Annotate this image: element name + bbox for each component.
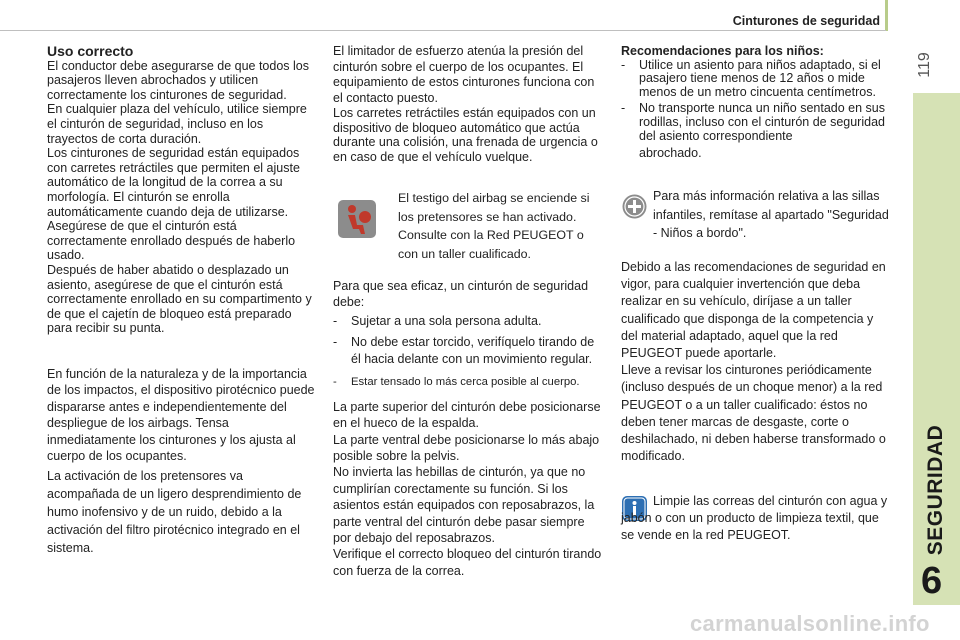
paragraph: La activación de los pretensores va acompañada de un ligero desprendimiento de humo inofensivo y de un ruido, debido a la activación del filtro pirotécnico integrado en el sistema. [47, 469, 302, 555]
info-note [621, 493, 893, 543]
paragraph: Para que sea eficaz, un cinturón de seguridad debe: [333, 279, 589, 310]
paragraph: En función de la naturaleza y de la importancia de los impactos, el dispositivo pirotécnico puede dispararse antes e independientemente del despliegue de los airbags. Tensa inmediatamente los cinturones y los ajusta al cuerpo de los ocupantes. [47, 366, 315, 463]
airbag-warning-icon [333, 194, 383, 244]
plus-note-text: Para más información relativa a las sillas infantiles, remítase al apartado "Seguridad - Niños a bordo". [653, 189, 889, 241]
paragraph: No invierta las hebillas de cinturón, ya que no cumplirían corectamente su función. Si los asientos están equipados con reposabrazos, la parte ventral del cinturón debe pasar siempre por debajo del reposabrazos. [333, 465, 595, 546]
plus-info-icon [621, 193, 648, 220]
heading-uso-correcto: Uso correcto [47, 43, 134, 59]
header-accent-bar [885, 0, 888, 31]
column-2-lower [333, 278, 605, 579]
watermark: carmanualsonline.info [690, 611, 930, 636]
list-item: - Utilice un asiento para niños adaptado, si el pasajero tiene menos de 12 años o mide menos de un metro cincuenta centímetros. [621, 57, 881, 99]
paragraph: Verifique el correcto bloqueo del cinturón tirando con fuerza de la correa. [333, 547, 602, 578]
column-3 [621, 44, 893, 161]
column-2 [333, 44, 601, 164]
column-3-lower [621, 259, 893, 465]
list-item: - No debe estar torcido, verifíquelo tirando de él hacia delante con un movimiento regular. [333, 335, 595, 366]
paragraph: La parte ventral debe posicionarse lo más abajo posible sobre la pelvis. [333, 432, 600, 464]
paragraph: Después de haber abatido o desplazado un asiento, asegúrese de que el cinturón está correctamente enrollado en su compartimento y de que el cajetín de bloqueo está preparado para recibir su punta. [47, 262, 312, 336]
list-item: - Sujetar a una sola persona adulta. [333, 313, 542, 328]
info-note-text: Limpie las correas del cinturón con agua y jabón o con un producto de limpieza textil, que se vende en la red PEUGEOT. [621, 494, 888, 542]
list-item: - No transporte nunca un niño sentado en sus rodillas, incluso con el cinturón de seguridad del asiento correspondiente [621, 101, 886, 143]
paragraph: Asegúrese de que el cinturón está correctamente enrollado después de haberlo usado. [47, 219, 296, 263]
heading-recomendaciones: Recomendaciones para los niños: [621, 44, 824, 58]
section-title: Cinturones de seguridad [732, 14, 880, 28]
list-item: - Estar tensado lo más cerca posible al cuerpo. [333, 376, 580, 389]
page-number: 119 [916, 52, 933, 78]
chapter-number: 6 [921, 560, 943, 602]
paragraph: El limitador de esfuerzo atenúa la presión del cinturón sobre el cuerpo de los ocupantes. El equipamiento de estos cinturones funciona con el contacto puesto. [333, 44, 595, 105]
column-1 [47, 44, 317, 557]
paragraph: En cualquier plaza del vehículo, utilice siempre el cinturón de seguridad, incluso en los trayectos de corta duración. [47, 102, 307, 146]
list-item-tail: abrochado. [639, 146, 702, 161]
airbag-note [398, 189, 606, 263]
paragraph: La parte superior del cinturón debe posicionarse en el hueco de la espalda. [333, 399, 601, 431]
plus-note [653, 187, 893, 243]
paragraph: Debido a las recomendaciones de seguridad en vigor, para cualquier invertención que deba realizar en su vehículo, diríjase a un taller cualificado que disponga de la competencia y del material adaptado, aquel que la red PEUGEOT puede aportarle. [621, 260, 886, 361]
header-divider [0, 30, 886, 31]
paragraph: Lleve a revisar los cinturones periódicamente (incluso después de un choque menor) a la red PEUGEOT o a un taller cualificado: éstos no deben tener marcas de desgaste, corte o deshilachado, ni deben haberse transformado o modificado. [621, 363, 886, 464]
airbag-note-text: El testigo del airbag se enciende si los pretensores se han activado. Consulte con la Red PEUGEOT o con un taller cualificado. [398, 191, 590, 261]
paragraph: El conductor debe asegurarse de que todos los pasajeros lleven abrochados y utilicen correctamente los cinturones de seguridad. [47, 58, 309, 102]
paragraph: Los cinturones de seguridad están equipados con carretes retráctiles que permiten el ajuste automático de la longitud de la correa a su morfología. El cinturón se enrolla automáticamente cuando deja de utilizarse. [47, 146, 300, 219]
chapter-label: SEGURIDAD [924, 424, 947, 556]
paragraph: Los carretes retráctiles están equipados con un dispositivo de bloqueo automático que actúa durante una colisión, una frenada de urgencia o en caso de que el vehículo vuelque. [333, 106, 598, 164]
